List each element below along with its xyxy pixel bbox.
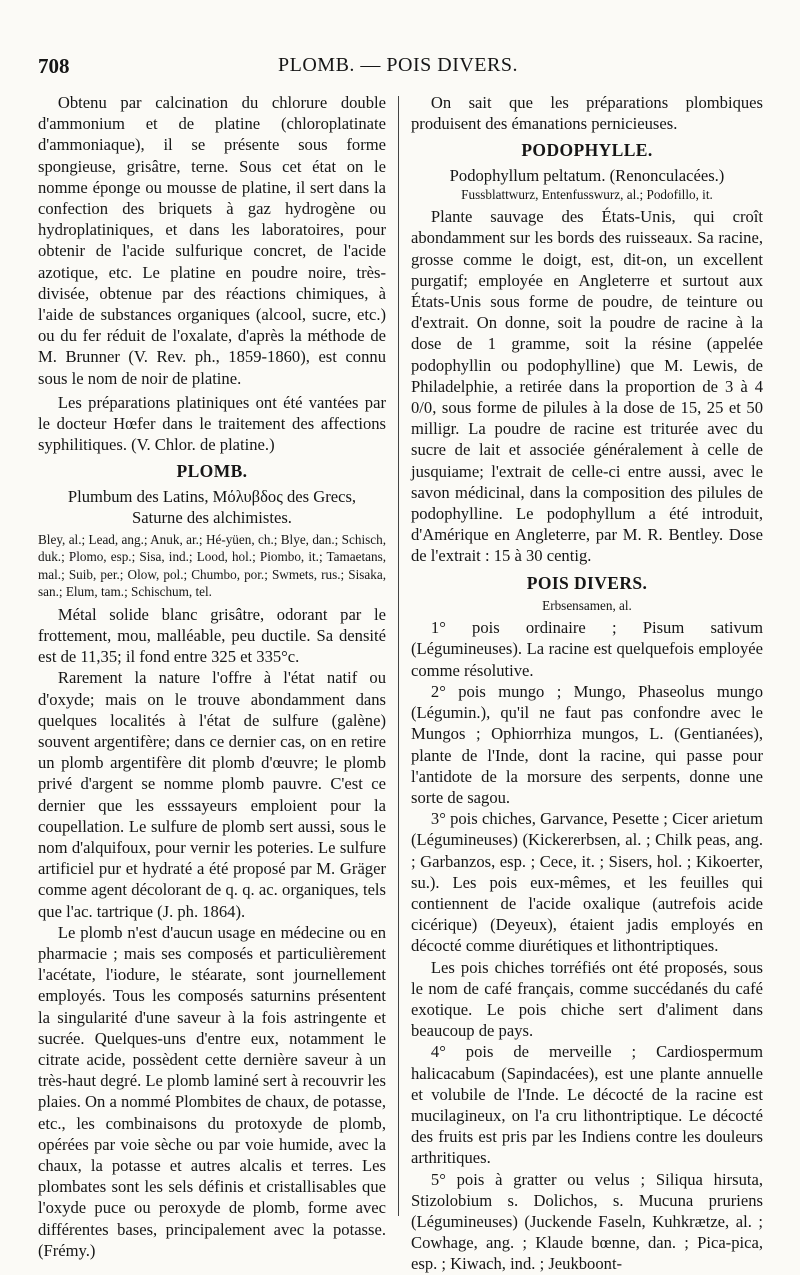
pois-merveille-entry: 4° pois de merveille ; Cardiospermum halicacabum (Sapindacées), est une plante annuelle et volubile de l'Inde. Le décocté de la racine est mucilagineux, on l'a cru lithontriptique. Le décocté des fruits est pris par les Indiens contre les douleurs arthritiques. (411, 1042, 763, 1168)
right-column (411, 92, 763, 1275)
pois-mungo-entry: 2° pois mungo ; Mungo, Phaseolus mungo (Légumin.), qu'il ne faut pas confondre avec le Mungos ; Ophiorrhiza mungos, L. (Gentianées), plante de l'Inde, dont la racine, qui passe pour l'antidote de la morsure des serpents, donne une sorte de sagou. (411, 681, 763, 807)
plomb-description: Métal solide blanc grisâtre, odorant par le frottement, mou, malléable, peu ductile. Sa densité est de 11,35; il fond entre 325 et 335°c. (38, 604, 386, 667)
page-number: 708 (38, 54, 70, 78)
running-title: PLOMB. — POIS DIVERS. (278, 54, 518, 76)
podophylle-paragraph: Plante sauvage des États-Unis, qui croît abondamment sur les bords des ruisseaux. Sa racine, grosse comme le doigt, est, dit-on, un excellent purgatif; employée en Angleterre et surtout aux États-Unis sous forme de poudre, de teinture ou d'extrait. On donne, soit la poudre de racine à la dose de 1 gramme, soit la résine (appelée podophyllin ou podophylline) que M. Lewis, de Philadelphie, a retirée dans la proportion de 3 à 4 0/0, sous forme de pilules à la dose de 15, 25 et 50 milligr. La poudre de racine est triturée avec du sucre de lait et associée généralement à celle de jusquiame; l'extrait de celle-ci entre aussi, avec le savon médicinal, dans la composition des pilules de podophylline. Le podophyllum a été introduit, d'Amérique en Angleterre, par M. R. Bentley. Dose de l'extrait : 15 à 30 centig. (411, 207, 763, 566)
platinum-uses-paragraph: Les préparations platiniques ont été vantées par le docteur Hœfer dans le traitement des affections syphilitiques. (V. Chlor. de platine.) (38, 392, 386, 455)
plomb-synonyms: Bley, al.; Lead, ang.; Anuk, ar.; Hé-yüen, ch.; Blye, dan.; Schisch, duk.; Plomo, esp.; Sisa, ind.; Lood, hol.; Piombo, it.; Tamaetans, mal.; Suib, per.; Olow, pol.; Chumbo, por.; Swmets, rus.; Sisaka, san.; Elum, tam.; Schischum, tel. (38, 532, 386, 600)
podophylle-subtitle: Podophyllum peltatum. (Renonculacées.) (449, 165, 725, 185)
pois-divers-heading: POIS DIVERS. (526, 572, 648, 593)
column-divider (398, 96, 399, 1216)
plomb-subtitle-line2: Saturne des alchimistes. (132, 507, 292, 527)
pois-chiches-continued: Les pois chiches torréfiés ont été proposés, sous le nom de café français, comme succédanés du café exotique. Le pois chiche sert d'aliment dans beaucoup de pays. (411, 957, 763, 1041)
pois-ordinaire-entry: 1° pois ordinaire ; Pisum sativum (Légumineuses). La racine est quelquefois employée comme résolutive. (411, 618, 763, 680)
pois-gratter-entry: 5° pois à gratter ou velus ; Siliqua hirsuta, Stizolobium s. Dolichos, s. Mucuna pruriens (Légumineuses) (Juckende Faseln, Kuhkrætze, al. ; Cowhage, ang. ; Klaude bœnne, dan. ; Pica-pica, esp. ; Kiwach, ind. ; Jeukboont- (411, 1169, 763, 1274)
page-header (38, 54, 758, 84)
plomb-uses-paragraph: Le plomb n'est d'aucun usage en médecine ou en pharmacie ; mais ses composés et particulièrement l'acétate, l'iodure, le stéarate, sont journellement employés. Tous les composés saturnins présentent la singularité d'une saveur à la fois astringente et sucrée. Quelques-uns d'entre eux, notamment le citrate acide, possèdent cette dernière saveur à un très-haut degré. Le plomb laminé sert à recouvrir les plaies. On a nommé Plombites de chaux, de potasse, etc., les combinaisons du protoxyde de plomb, opérées par voie sèche ou par voie humide, avec la chaux, la potasse et autres alcalis et terres. Les plombates sont les sels définis et cristallisables que l'oxyde puce ou peroxyde de plomb, forme avec différentes bases, principalement avec la potasse. (Frémy.) (38, 922, 386, 1260)
podophylle-heading: PODOPHYLLE. (521, 140, 653, 161)
pois-chiches-entry: 3° pois chiches, Garvance, Pesette ; Cicer arietum (Légumineuses) (Kickererbsen, al. ; Chilk peas, ang. ; Garbanzos, esp. ; Cece, it. ; Sisers, hol. ; Kikoerter, su.). Les pois eux-mêmes, et les feuilles qui contiennent de l'acide oxalique (autrefois acide cicérique) (Deyeux), étaient jadis employés en décocté comme diurétiques et lithontriptiques. (411, 809, 763, 956)
pois-synonyms: Erbsensamen, al. (542, 597, 632, 613)
podophylle-synonyms: Fussblattwurz, Entenfusswurz, al.; Podofillo, it. (461, 186, 713, 202)
plomb-occurrence-paragraph: Rarement la nature l'offre à l'état natif ou d'oxyde; mais on le trouve abondamment dans quelques localités à l'état de sulfure (galène) souvent argentifère; dans ce dernier cas, on en retire un plomb argentifère dit plomb d'œuvre; le plomb privé d'argent se nomme plomb pauvre. C'est ce dernier que les esssayeurs emploient pour la coupellation. Le sulfure de plomb sert aussi, sous le nom d'alquifoux, pour vernir les poteries. Le sulfure artificiel pur et hydraté a été proposé par M. Gräger comme agent décolorant de q. q. ac. organiques, tels que l'ac. tartrique (J. ph. 1864). (38, 668, 386, 921)
left-column (38, 92, 386, 1261)
plomb-emanations-paragraph: On sait que les préparations plombiques produisent des émanations pernicieuses. (411, 93, 763, 134)
plomb-heading: PLOMB. (176, 461, 248, 482)
plomb-subtitle-line1: Plumbum des Latins, Μόλυβδος des Grecs, (67, 486, 357, 506)
platinum-paragraph: Obtenu par calcination du chlorure double d'ammonium et de platine (chloroplatinate d'ammoniaque), il se présente sous forme spongieuse, grisâtre, terne. Sous cet état on le nomme éponge ou mousse de platine, il sert dans la confection des briquets à gaz hydrogène ou hydroplatiniques, et dans les laboratoires, pour obtenir de l'acide sulfurique concret, de l'acide azotique, etc. Le platine en poudre noire, très-divisée, obtenue par des réactions chimiques, à l'aide de substances organiques (alcool, sucre, etc.) ou du fer réduit de l'oxalate, d'après la méthode de M. Brunner (V. Rev. ph., 1859-1860), est connu sous le nom de noir de platine. (38, 93, 386, 388)
